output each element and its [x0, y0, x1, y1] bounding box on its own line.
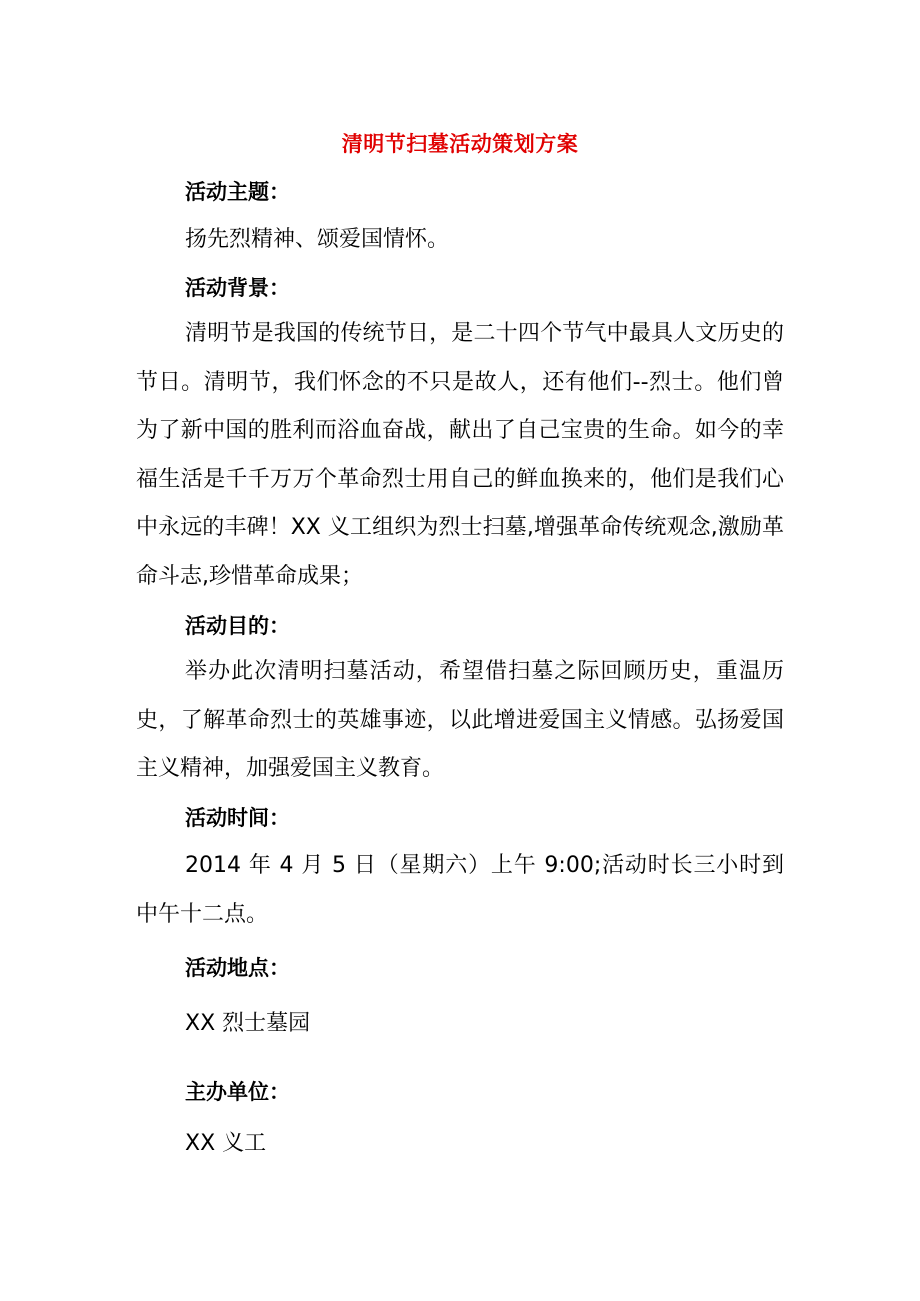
purpose-body: 举办此次清明扫墓活动，希望借扫墓之际回顾历史，重温历史，了解革命烈士的英雄事迹，以此增进爱国主义情感。弘扬爱国主义精神，加强爱国主义教育。 — [136, 659, 784, 781]
location-heading: 活动地点： — [185, 956, 290, 980]
time-heading: 活动时间： — [185, 806, 290, 830]
theme-heading: 活动主题： — [185, 180, 290, 204]
time-body: 2014 年 4 月 5 日（星期六）上午 9:00;活动时长三小时到中午十二点。 — [136, 853, 784, 927]
document-title: 清明节扫墓活动策划方案 — [341, 132, 579, 156]
organizer-body: XX 义工 — [185, 1131, 267, 1156]
organizer-heading: 主办单位： — [185, 1080, 290, 1104]
location-body: XX 烈士墓园 — [185, 1011, 311, 1036]
background-heading: 活动背景： — [185, 276, 290, 300]
theme-body: 扬先烈精神、颂爱国情怀。 — [185, 227, 450, 252]
purpose-heading: 活动目的： — [185, 614, 290, 638]
background-body: 清明节是我国的传统节日，是二十四个节气中最具人文历史的节日。清明节，我们怀念的不只是故人，还有他们--烈士。他们曾为了新中国的胜利而浴血奋战，献出了自己宝贵的生命。如今的幸福生活是千千万万个革命烈士用自己的鲜血换来的，他们是我们心中永远的丰碑！XX 义工组织为烈士扫墓,增强革命传统观念,激励革命斗志,珍惜革命成果； — [136, 321, 784, 589]
